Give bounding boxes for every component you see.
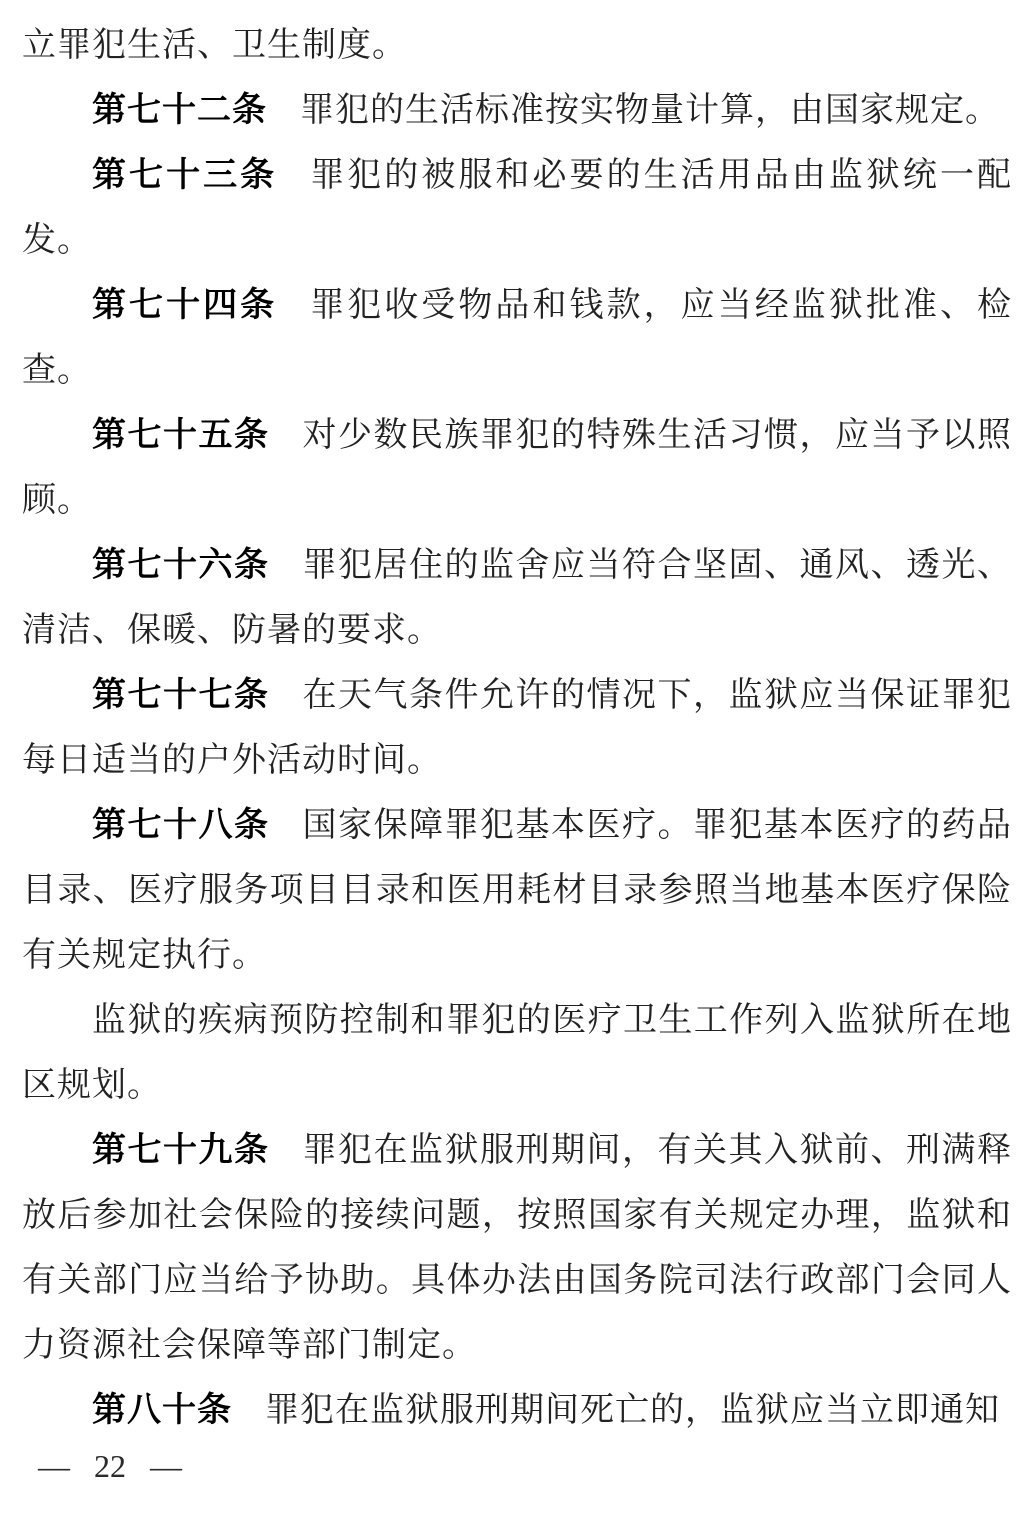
- law-article-paragraph: [22, 1378, 1012, 1443]
- law-article-paragraph: [22, 403, 1012, 533]
- article-number-label: 第七十七条: [92, 676, 270, 714]
- article-number-label: 第七十八条: [92, 806, 270, 844]
- article-body-text: 罪犯在监狱服刑期间，有关其入狱前、刑满释放后参加社会保险的接续问题，按照国家有关规定办理，监狱和有关部门应当给予协助。具体办法由国务院司法行政部门会同人力资源社会保障等部门制定。: [22, 1132, 1012, 1364]
- law-article-paragraph: [22, 273, 1012, 403]
- article-number-label: 第七十五条: [92, 416, 270, 454]
- article-number-label: 第七十六条: [92, 546, 270, 584]
- article-number-label: 第七十四条: [92, 286, 278, 324]
- page-number-right-dash: —: [150, 1448, 182, 1484]
- law-article-paragraph: [22, 1118, 1012, 1378]
- article-number-label: 第七十三条: [92, 156, 278, 194]
- law-article-paragraph: [22, 793, 1012, 988]
- law-article-paragraph: [22, 143, 1012, 273]
- article-body-text: 罪犯居住的监舍应当符合坚固、通风、透光、清洁、保暖、防暑的要求。: [22, 547, 1012, 649]
- law-article-paragraph: [22, 78, 1012, 143]
- article-body-text: 罪犯的生活标准按实物量计算，由国家规定。: [300, 92, 1000, 129]
- article-body-text: 罪犯收受物品和钱款，应当经监狱批准、检查。: [22, 287, 1012, 389]
- article-number-label: 第七十九条: [92, 1131, 270, 1169]
- article-body-text: 立罪犯生活、卫生制度。: [22, 27, 407, 64]
- article-body-text: 在天气条件允许的情况下，监狱应当保证罪犯每日适当的户外活动时间。: [22, 677, 1012, 779]
- article-body-text: 国家保障罪犯基本医疗。罪犯基本医疗的药品目录、医疗服务项目目录和医用耗材目录参照当地基本医疗保险有关规定执行。: [22, 807, 1012, 974]
- page-number-value: 22: [94, 1448, 126, 1484]
- law-article-paragraph: [22, 663, 1012, 793]
- article-number-label: 第八十条: [92, 1391, 232, 1429]
- article-number-label: 第七十二条: [92, 91, 267, 129]
- law-continuation-paragraph: [22, 13, 1012, 78]
- article-body-text: 罪犯在监狱服刑期间死亡的，监狱应当立即通知: [265, 1392, 1000, 1429]
- article-body-text: 罪犯的被服和必要的生活用品由监狱统一配发。: [22, 157, 1012, 259]
- page-number-left-dash: —: [38, 1448, 70, 1484]
- law-article-paragraph: [22, 533, 1012, 663]
- law-continuation-paragraph: [22, 988, 1012, 1118]
- page-number: [38, 1448, 182, 1485]
- article-body-text: 监狱的疾病预防控制和罪犯的医疗卫生工作列入监狱所在地区规划。: [22, 1002, 1012, 1104]
- article-body-text: 对少数民族罪犯的特殊生活习惯，应当予以照顾。: [22, 417, 1012, 519]
